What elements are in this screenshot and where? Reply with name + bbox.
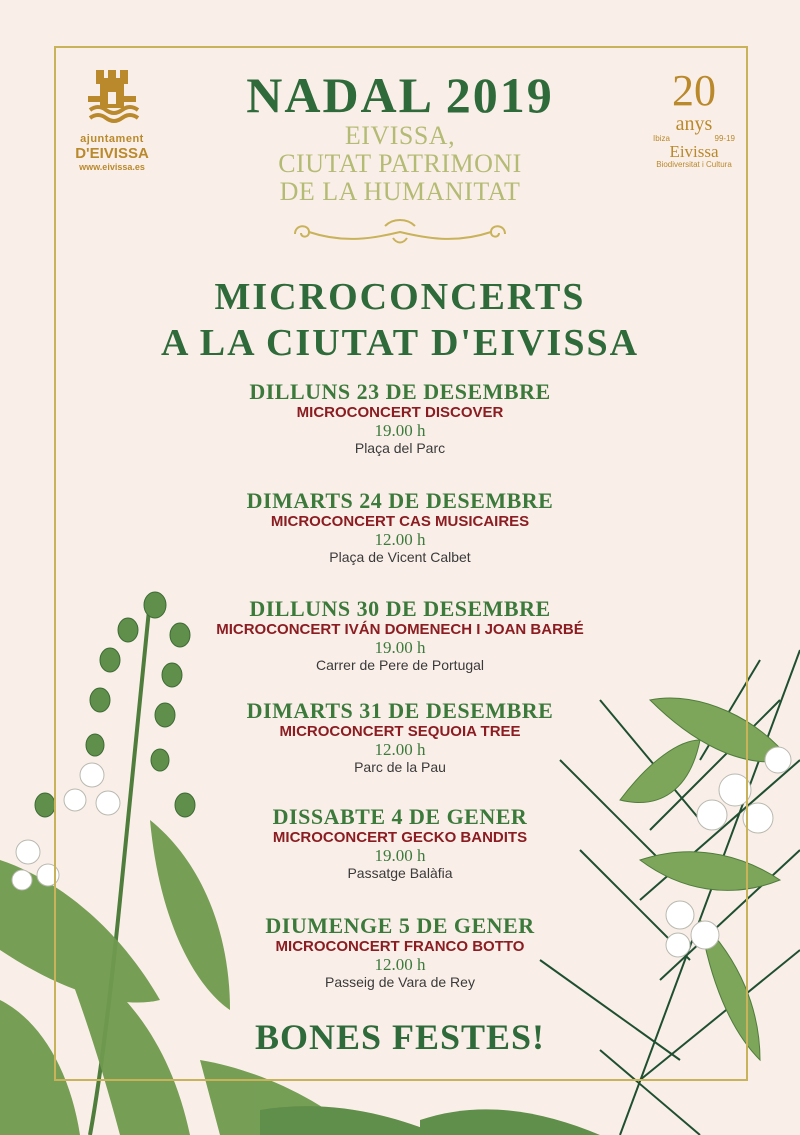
headline (0, 274, 800, 366)
subtitle (0, 122, 800, 206)
event-4 (0, 699, 800, 776)
event-place: Parc de la Pau (354, 759, 446, 775)
event-6 (0, 914, 800, 991)
event-time: 12.00 h (374, 955, 426, 974)
greeting: BONES FESTES! (254, 1017, 546, 1057)
page-title: NADAL 2019 (246, 67, 554, 123)
event-1 (0, 380, 800, 457)
event-3 (0, 597, 800, 674)
subtitle-line-3: DE LA HUMANITAT (279, 177, 521, 206)
logo-line-eivissa: D'EIVISSA (75, 145, 149, 162)
event-place: Plaça de Vicent Calbet (329, 549, 471, 565)
event-place: Plaça del Parc (354, 440, 446, 456)
logo-website: www.eivissa.es (79, 162, 145, 172)
event-name: MICROCONCERT CAS MUSICAIRES (270, 513, 530, 530)
headline-line-2: A LA CIUTAT D'EIVISSA (160, 322, 640, 364)
event-name: MICROCONCERT DISCOVER (296, 404, 504, 421)
event-day: DILLUNS 23 DE DESEMBRE (249, 379, 551, 404)
event-place: Passatge Balàfia (347, 865, 453, 881)
event-time: 12.00 h (374, 530, 426, 549)
anniversary-years: 99-19 (714, 134, 735, 143)
event-day: DIMARTS 31 DE DESEMBRE (246, 698, 554, 723)
event-time: 19.00 h (374, 421, 426, 440)
anniversary-anys: anys (675, 113, 713, 135)
logo-line-ajuntament: ajuntament (80, 133, 144, 145)
subtitle-line-1: EIVISSA, (344, 121, 456, 150)
event-day: DIUMENGE 5 DE GENER (265, 913, 535, 938)
event-name: MICROCONCERT SEQUOIA TREE (279, 723, 521, 740)
event-place: Passeig de Vara de Rey (325, 974, 475, 990)
event-time: 19.00 h (374, 638, 426, 657)
event-name: MICROCONCERT IVÁN DOMENECH I JOAN BARBÉ (216, 621, 584, 638)
event-time: 19.00 h (374, 846, 426, 865)
anniversary-eivissa: Eivissa (669, 142, 719, 161)
anniversary-number: 20 (672, 66, 716, 115)
event-time: 12.00 h (374, 740, 426, 759)
event-5 (0, 805, 800, 882)
event-name: MICROCONCERT FRANCO BOTTO (275, 938, 525, 955)
event-day: DILLUNS 30 DE DESEMBRE (249, 596, 551, 621)
flourish-ornament (285, 216, 515, 250)
event-day: DISSABTE 4 DE GENER (272, 804, 528, 829)
event-place: Carrer de Pere de Portugal (315, 657, 485, 673)
anniversary-ibiza: Ibiza (653, 134, 670, 143)
subtitle-line-2: CIUTAT PATRIMONI (278, 149, 522, 178)
event-2 (0, 489, 800, 566)
event-name: MICROCONCERT GECKO BANDITS (272, 829, 528, 846)
headline-line-1: MICROCONCERTS (214, 276, 586, 318)
event-day: DIMARTS 24 DE DESEMBRE (246, 488, 554, 513)
anniversary-tagline: Biodiversitat i Cultura (656, 160, 732, 169)
